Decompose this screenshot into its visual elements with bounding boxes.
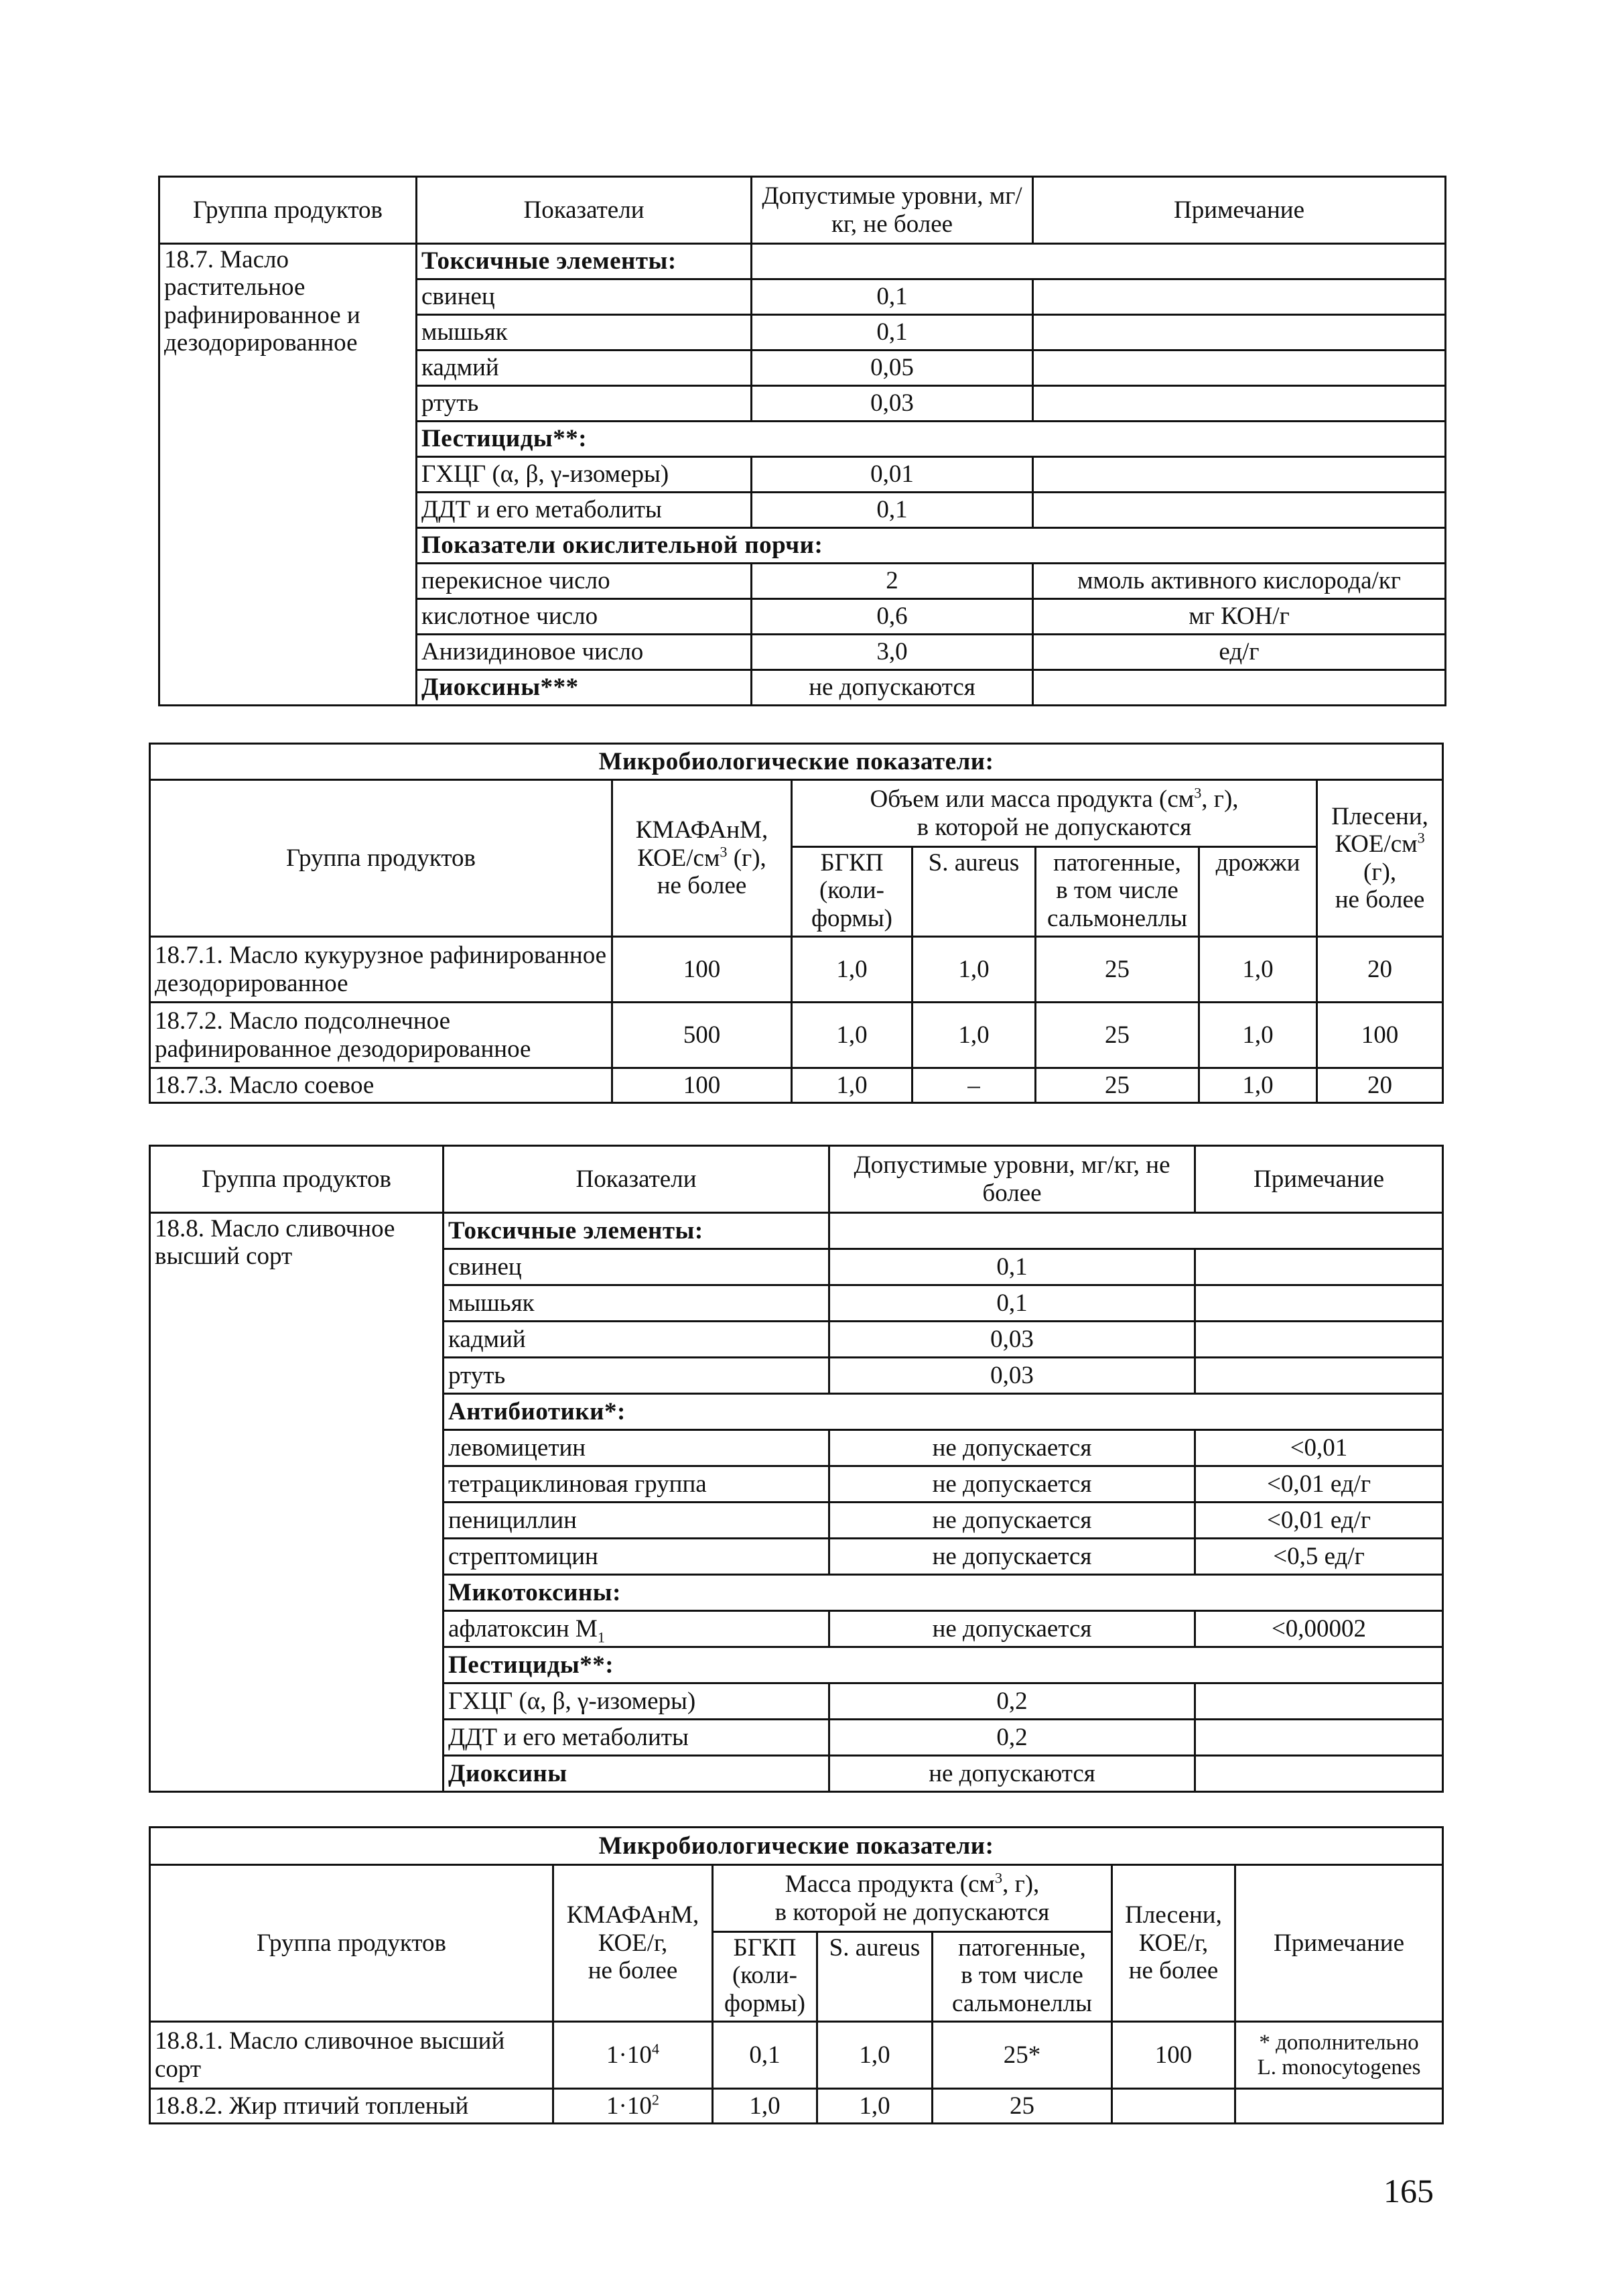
table-title-row — [150, 1828, 1443, 1865]
table-header-row — [150, 1146, 1443, 1213]
header-volume: Объем или масса продукта ($см^3$, г), в которой не допускаются — [792, 780, 1317, 847]
table-row: перекисное число 2 ммоль активного кислорода/кг — [159, 564, 1446, 599]
table-row: ртуть 0,03 — [150, 1358, 1443, 1394]
header-saureus: S. aureus — [817, 1932, 933, 2022]
table-row: 18.8.2. Жир птичий топленый $1\cdot 10^2$ 1,0 1,0 25 — [150, 2089, 1443, 2124]
table-row: кислотное число 0,6 мг КОН/г — [159, 599, 1446, 635]
table-row: 18.8.1. Масло сливочное высший сорт $1\cdot 10^4$ 0,1 1,0 25* 100 * дополнительно L. monocytogenes — [150, 2022, 1443, 2089]
table-row: ДДТ и его метаболиты 0,2 — [150, 1720, 1443, 1756]
table-row: мышьяк 0,1 — [159, 315, 1446, 350]
header-group: Группа продуктов — [150, 1865, 553, 2022]
header-molds: Плесени, КОЕ/$см^3$ (г), не более — [1317, 780, 1443, 937]
table-header-row — [159, 177, 1446, 244]
table-row: мышьяк 0,1 — [150, 1285, 1443, 1322]
table-row: свинец 0,1 — [150, 1249, 1443, 1285]
table-row: Диоксины не допускаются — [150, 1756, 1443, 1792]
table-row: 18.7.3. Масло соевое 100 1,0 – 25 1,0 20 — [150, 1068, 1443, 1103]
header-note: Примечание — [1033, 177, 1446, 244]
table-row: свинец 0,1 — [159, 279, 1446, 315]
header-note: Примечание — [1195, 1146, 1443, 1213]
table-title-row — [150, 744, 1443, 780]
header-kmafanm: КМАФАнМ, КОЕ/$см^3$ (г), не более — [612, 780, 792, 937]
table-row: кадмий 0,03 — [150, 1322, 1443, 1358]
section-title: Показатели окислительной порчи: — [417, 528, 1446, 564]
table-row: 18.7.2. Масло подсолнечное рафинированное дезодорированное 500 1,0 1,0 25 1,0 100 — [150, 1003, 1443, 1068]
table-vegetable-oil-microbiology — [149, 743, 1444, 1104]
table-row: ГХЦГ (α, β, γ-изомеры) 0,01 — [159, 457, 1446, 493]
section-title: Токсичные элементы: — [417, 244, 752, 279]
header-kmafanm: КМАФАнМ, КОЕ/г, не более — [553, 1865, 713, 2022]
header-note: Примечание — [1235, 1865, 1443, 2022]
product-group-cell: 18.7. Масло растительное рафинированное и дезодорированное — [159, 244, 417, 706]
header-bgkp: БГКП (коли- формы) — [792, 847, 913, 937]
header-levels: Допустимые уровни, мг/кг, не более — [829, 1146, 1195, 1213]
table-row: ГХЦГ (α, β, γ-изомеры) 0,2 — [150, 1683, 1443, 1720]
section-title: Микотоксины: — [444, 1575, 1443, 1611]
header-mass: Масса продукта ($см^3$, г), в которой не допускаются — [713, 1865, 1112, 1932]
header-indicators: Показатели — [417, 177, 752, 244]
header-indicators: Показатели — [444, 1146, 829, 1213]
header-molds: Плесени, КОЕ/г, не более — [1112, 1865, 1235, 2022]
table-row: левомицетин не допускается <0,01 — [150, 1430, 1443, 1466]
section-title: Токсичные элементы: — [444, 1213, 829, 1249]
table-row: 18.7.1. Масло кукурузное рафинированное дезодорированное 100 1,0 1,0 25 1,0 20 — [150, 937, 1443, 1003]
table-row: кадмий 0,05 — [159, 350, 1446, 386]
table-row — [159, 244, 1446, 279]
table-row: стрептомицин не допускается <0,5 ед/г — [150, 1539, 1443, 1575]
header-saureus: S. aureus — [913, 847, 1036, 937]
header-pathogen: патогенные, в том числе сальмонеллы — [1036, 847, 1199, 937]
table-row — [150, 1213, 1443, 1249]
microbiology-title: Микробиологические показатели: — [150, 1828, 1443, 1865]
table-row: тетрациклиновая группа не допускается <0,01 ед/г — [150, 1466, 1443, 1503]
page-number: 165 — [1383, 2172, 1434, 2210]
microbiology-title: Микробиологические показатели: — [150, 744, 1443, 780]
table-vegetable-oil-limits — [158, 176, 1446, 706]
header-group: Группа продуктов — [159, 177, 417, 244]
table-row: Анизидиновое число 3,0 ед/г — [159, 635, 1446, 670]
header-group: Группа продуктов — [150, 780, 612, 937]
section-title: Антибиотики*: — [444, 1394, 1443, 1430]
table-row: пенициллин не допускается <0,01 ед/г — [150, 1503, 1443, 1539]
header-levels: Допустимые уровни, мг/кг, не более — [752, 177, 1033, 244]
table-header-row — [150, 780, 1443, 847]
header-group: Группа продуктов — [150, 1146, 444, 1213]
table-butter-microbiology — [149, 1826, 1444, 2124]
table-row: афлатоксин $M_1$ не допускается <0,00002 — [150, 1611, 1443, 1647]
header-yeast: дрожжи — [1199, 847, 1317, 937]
section-title: Пестициды**: — [417, 422, 1446, 457]
header-bgkp: БГКП (коли- формы) — [713, 1932, 817, 2022]
table-row: ДДТ и его метаболиты 0,1 — [159, 493, 1446, 528]
header-pathogen: патогенные, в том числе сальмонеллы — [933, 1932, 1112, 2022]
table-header-row — [150, 1865, 1443, 1932]
table-row: Диоксины*** не допускаются — [159, 670, 1446, 706]
table-row: ртуть 0,03 — [159, 386, 1446, 422]
table-butter-limits — [149, 1145, 1444, 1793]
section-title: Пестициды**: — [444, 1647, 1443, 1683]
product-group-cell: 18.8. Масло сливочное высший сорт — [150, 1213, 444, 1792]
